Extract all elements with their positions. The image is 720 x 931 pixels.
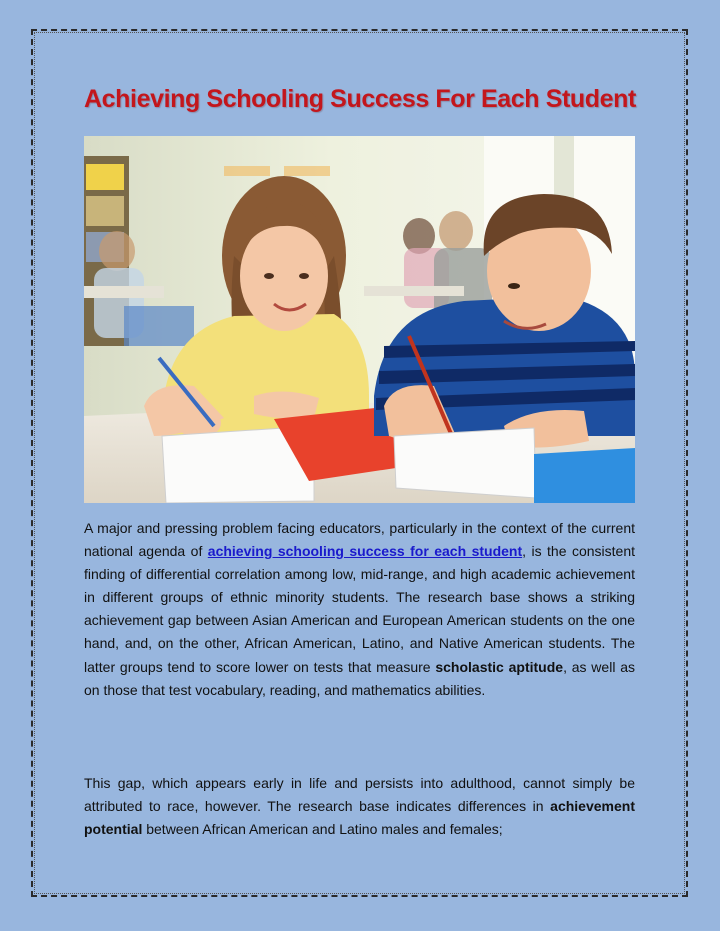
paragraph-1-text-start: A major and pressing problem facing educators, particularly in the context of the current national agenda of	[84, 520, 635, 560]
schooling-success-link[interactable]: achieving schooling success for each student	[207, 543, 523, 560]
paragraph-1-text-middle: , is the consistent finding of differential correlation among low, mid-range, and high academic achievement in different groups of ethnic minority students. The research base shows a striking achievement gap between Asian American and European American students on the one hand, and, on the other, African American, Latino, and Native American students. The latter groups tend to score lower on tests that measure	[84, 543, 635, 675]
page-title: Achieving Schooling Success For Each Student	[84, 85, 636, 113]
paragraph-2	[84, 772, 635, 841]
paragraph-2-text-end: between African American and Latino males and females;	[142, 821, 503, 838]
paragraph-1	[84, 517, 635, 702]
classroom-photo	[84, 136, 635, 503]
paragraph-1-text-end: , as well as on those that test vocabulary, reading, and mathematics abilities.	[84, 658, 635, 698]
achievement-potential-bold: achievement potential	[84, 798, 635, 838]
paragraph-2-text-start: This gap, which appears early in life and persists into adulthood, cannot simply be attributed to race, however. The research base indicates differences in	[84, 775, 635, 815]
scholastic-aptitude-bold: scholastic aptitude	[435, 658, 564, 675]
